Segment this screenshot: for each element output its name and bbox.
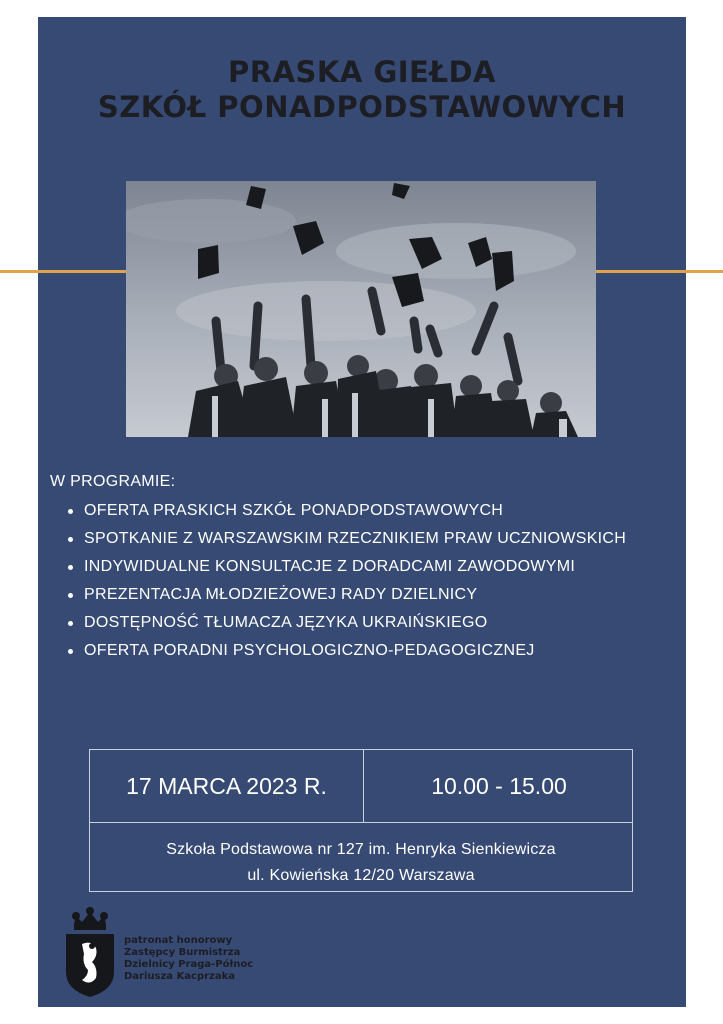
list-item	[68, 553, 626, 581]
patron-line3: Dzielnicy Praga-Północ	[124, 959, 254, 970]
venue-name: Szkoła Podstawowa nr 127 im. Henryka Sienkiewicza	[166, 841, 556, 858]
accent-line-left	[0, 270, 130, 273]
bullet-icon	[68, 621, 73, 626]
list-item	[68, 525, 626, 553]
poster-title-line2: SZKÓŁ PONADPODSTAWOWYCH	[97, 90, 627, 124]
program-list	[68, 497, 626, 665]
graduates-photo	[126, 181, 596, 437]
program-item-text: DOSTĘPNOŚĆ TŁUMACZA JĘZYKA UKRAIŃSKIEGO	[84, 614, 488, 631]
bullet-icon	[68, 565, 73, 570]
program-item-text: PREZENTACJA MŁODZIEŻOWEJ RADY DZIELNICY	[84, 586, 478, 603]
patron-line2: Zastępcy Burmistrza	[124, 947, 241, 958]
event-info-box	[89, 749, 633, 892]
poster-title-line1: PRASKA GIEŁDA	[228, 55, 496, 89]
patron-line1: patronat honorowy	[124, 935, 233, 946]
program-item-text: SPOTKANIE Z WARSZAWSKIM RZECZNIKIEM PRAW UCZNIOWSKICH	[84, 530, 627, 547]
program-heading: W PROGRAMIE:	[50, 473, 176, 490]
info-divider-horizontal	[90, 822, 632, 823]
program-item-text: INDYWIDUALNE KONSULTACJE Z DORADCAMI ZAWODOWYMI	[84, 558, 576, 575]
list-item	[68, 497, 626, 525]
bullet-icon	[68, 537, 73, 542]
list-item	[68, 637, 626, 665]
program-item-text: OFERTA PORADNI PSYCHOLOGICZNO-PEDAGOGICZNEJ	[84, 642, 535, 659]
bullet-icon	[68, 509, 73, 514]
list-item	[68, 581, 626, 609]
praga-polnoc-coat-of-arms-icon	[62, 906, 118, 998]
event-date: 17 MARCA 2023 R.	[126, 773, 327, 799]
bullet-icon	[68, 593, 73, 598]
patron-line4: Dariusza Kacprzaka	[124, 971, 236, 982]
venue-address: ul. Kowieńska 12/20 Warszawa	[247, 867, 475, 884]
bullet-icon	[68, 649, 73, 654]
list-item	[68, 609, 626, 637]
event-time: 10.00 - 15.00	[431, 773, 567, 799]
program-item-text: OFERTA PRASKICH SZKÓŁ PONADPODSTAWOWYCH	[84, 502, 504, 519]
honorary-patron-text	[124, 935, 253, 983]
accent-line-right	[596, 270, 723, 273]
